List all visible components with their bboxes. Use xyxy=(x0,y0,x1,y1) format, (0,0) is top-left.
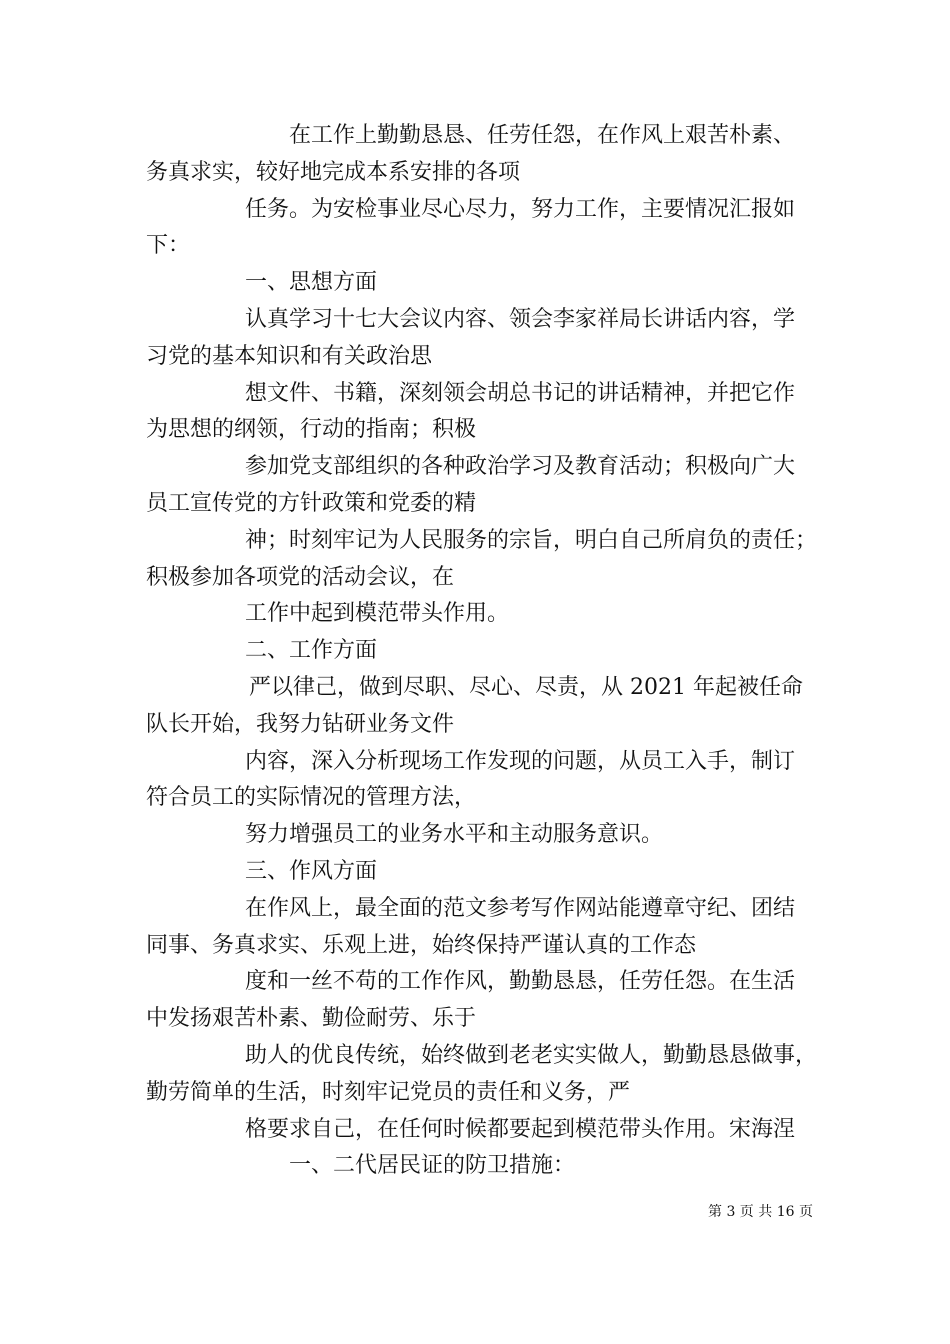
section-heading-text: 一、思想方面 xyxy=(245,270,378,296)
paragraph-line: 想文件、书籍，深刻领会胡总书记的讲话精神，并把它作 xyxy=(245,380,796,406)
paragraph xyxy=(146,376,810,450)
section-heading-text: 二、工作方面 xyxy=(245,638,378,664)
paragraph-line: 内容，深入分析现场工作发现的问题，从员工入手，制订 xyxy=(245,748,796,774)
paragraph xyxy=(146,1038,818,1112)
paragraph-line: 队长开始，我努力钻研业务文件 xyxy=(146,711,455,737)
paragraph-line: 工作中起到模范带头作用。 xyxy=(245,601,510,627)
paragraph xyxy=(146,1112,810,1149)
section-heading xyxy=(146,265,810,302)
paragraph xyxy=(146,596,810,633)
section-heading-text: 三、作风方面 xyxy=(245,858,378,884)
paragraph xyxy=(146,817,810,854)
paragraph-line: 习党的基本知识和有关政治思 xyxy=(146,343,433,369)
paragraph-line: 符合员工的实际情况的管理方法， xyxy=(146,785,477,811)
section-heading xyxy=(146,633,810,670)
paragraph-line: 务真求实，较好地完成本系安排的各项 xyxy=(146,159,521,185)
paragraph xyxy=(146,523,818,597)
paragraph-line: 认真学习十七大会议内容、领会李家祥局长讲话内容，学 xyxy=(245,306,796,332)
section-heading xyxy=(146,1148,810,1185)
section-heading-text: 一、二代居民证的防卫措施： xyxy=(289,1153,576,1179)
paragraph-line: 格要求自己，在任何时候都要起到模范带头作用。宋海涅 xyxy=(245,1116,796,1142)
paragraph-line: 积极参加各项党的活动会议，在 xyxy=(146,564,455,590)
paragraph-line: 为思想的纲领，行动的指南；积极 xyxy=(146,417,477,443)
paragraph xyxy=(146,670,810,744)
page-number-footer: 第 3 页 共 16 页 xyxy=(708,1204,813,1220)
paragraph-line: 参加党支部组织的各种政治学习及教育活动；积极向广大 xyxy=(245,454,796,480)
paragraph-line: 在作风上，最全面的范文参考写作网站能遵章守纪、团结 xyxy=(245,895,796,921)
paragraph-line: 助人的优良传统，始终做到老老实实做人，勤勤恳恳做事， xyxy=(245,1042,818,1068)
paragraph-line: 神；时刻牢记为人民服务的宗旨，明白自己所肩负的责任； xyxy=(245,527,818,553)
paragraph-line: 下： xyxy=(146,233,191,259)
paragraph xyxy=(146,302,810,376)
paragraph xyxy=(146,192,810,266)
paragraph xyxy=(146,744,810,818)
paragraph xyxy=(146,449,810,523)
paragraph xyxy=(146,891,810,965)
paragraph-line: 在工作上勤勤恳恳、任劳任怨，在作风上艰苦朴素、 xyxy=(289,123,796,148)
section-heading xyxy=(146,854,810,891)
paragraph-line: 努力增强员工的业务水平和主动服务意识。 xyxy=(245,822,664,848)
paragraph-line: 中发扬艰苦朴素、勤俭耐劳、乐于 xyxy=(146,1006,477,1032)
paragraph-line: 度和一丝不苟的工作作风，勤勤恳恳，任劳任怨。在生活 xyxy=(245,969,796,995)
paragraph-line: 员工宣传党的方针政策和党委的精 xyxy=(146,490,477,516)
paragraph-line: 勤劳简单的生活，时刻牢记党员的责任和义务，严 xyxy=(146,1079,631,1105)
paragraph-line: 同事、务真求实、乐观上进，始终保持严谨认真的工作态 xyxy=(146,932,697,958)
document-body xyxy=(146,118,818,1185)
paragraph-line: 严以律己，做到尽职、尽心、尽责，从 2021 年起被任命 xyxy=(249,674,803,700)
paragraph xyxy=(146,964,810,1038)
paragraph-line: 任务。为安检事业尽心尽力，努力工作，主要情况汇报如 xyxy=(245,196,796,222)
paragraph xyxy=(146,118,810,192)
